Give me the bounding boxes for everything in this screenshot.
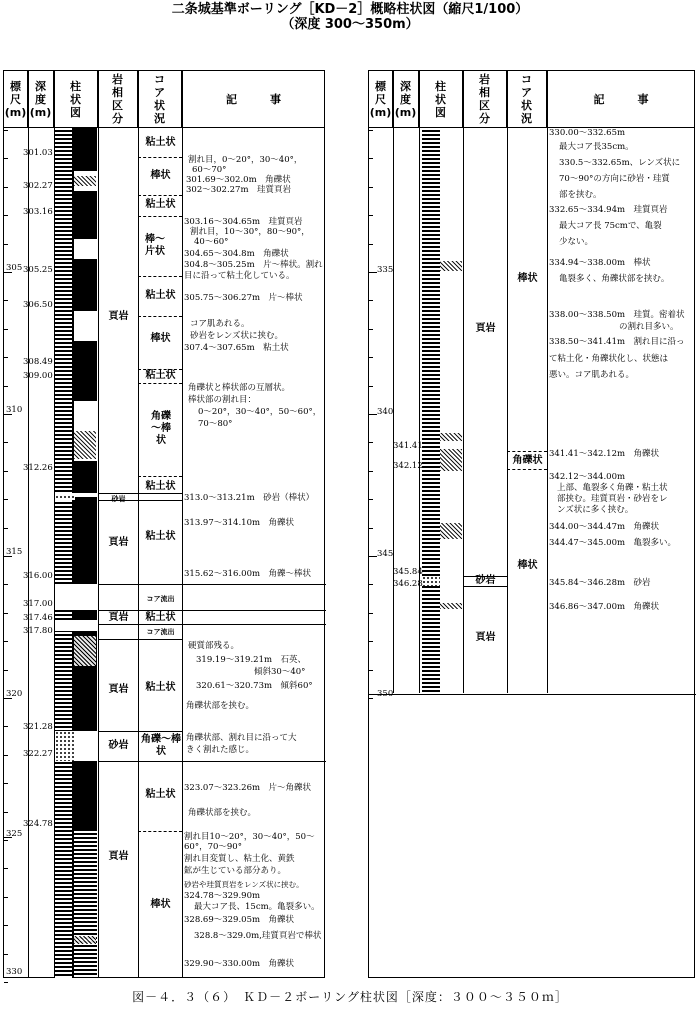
facies-label: 砂岩	[108, 740, 129, 751]
depth-label: 301.03	[23, 148, 53, 158]
note-line: 少ない。	[559, 237, 594, 247]
column-stripes-a	[55, 128, 72, 978]
note-line: 344.47～345.00m 亀裂多い。	[549, 538, 677, 548]
scale-minor-tick	[369, 158, 373, 159]
scale-minor-tick	[369, 698, 373, 699]
scale-minor-tick	[369, 528, 373, 529]
note-line: 338.50～341.41m 割れ目に沿っ	[549, 337, 685, 347]
scale-305: 305	[6, 263, 23, 273]
core-label: 角礫～棒状	[151, 411, 171, 446]
header-facies: 岩 相 区 分	[98, 71, 138, 127]
scale-minor-tick	[369, 670, 373, 671]
note-line: て粘土化・角礫状化し、状態は	[549, 354, 669, 364]
note-line: 割れ目，0～20°，30～40°，	[188, 155, 303, 165]
header-scale: 標 尺 (m)	[369, 71, 393, 127]
scale-minor-tick	[369, 471, 373, 472]
core-label: 棒状	[150, 170, 171, 181]
figure-title	[0, 2, 700, 32]
scale-minor-tick	[4, 130, 8, 131]
note-line: 330.5～332.65m、レンズ状に	[559, 158, 681, 168]
note-line: 部挟む。珪質頁岩・砂岩をレ	[557, 494, 668, 504]
scale-minor-tick	[369, 414, 373, 415]
note-line: 338.00～338.50m 珪質。密着状	[549, 310, 685, 320]
facies-label: 頁岩	[108, 851, 129, 862]
scale-minor-tick	[4, 528, 8, 529]
note-line: 角礫状部を挟む。	[186, 701, 255, 711]
scale-310: 310	[6, 405, 23, 415]
scale-335: 335	[377, 265, 394, 275]
scale-minor-tick	[4, 868, 8, 869]
scale-minor-tick	[4, 272, 8, 273]
note-line: 313.0～313.21m 砂岩（棒状）	[184, 493, 315, 503]
scale-minor-tick	[4, 187, 8, 188]
note-line: 亀裂多く、角礫状部を挟む。	[559, 274, 670, 284]
note-line: 目に沿って粘土化している。	[184, 271, 295, 281]
note-line: 323.07～323.26m 片～角礫状	[184, 783, 312, 793]
note-line: 砂岩や珪質頁岩をレンズ状に挟む。	[184, 880, 304, 889]
note-line: 332.65～334.94m 珪質頁岩	[549, 205, 668, 215]
scale-minor-tick	[4, 386, 8, 387]
scale-minor-tick	[369, 442, 373, 443]
facies-label: 頁岩	[108, 684, 129, 695]
depth-label: 305.25	[23, 265, 53, 275]
note-line: 割れ目10～20°，30～40°，50～	[184, 832, 315, 842]
scale-minor-tick	[4, 698, 8, 699]
scale-minor-tick	[4, 329, 8, 330]
scale-minor-tick	[369, 499, 373, 500]
note-line: 部を挟む。	[559, 190, 602, 200]
scale-minor-tick	[4, 840, 8, 841]
scale-minor-tick	[369, 357, 373, 358]
scale-minor-tick	[4, 499, 8, 500]
note-line: 305.75～306.27m 片～棒状	[184, 293, 303, 303]
scale-minor-tick	[369, 556, 373, 557]
scale-325: 325	[6, 829, 23, 839]
note-line: 最大コア長35cm。	[559, 142, 634, 152]
depth-label: 317.00	[23, 599, 53, 609]
scale-minor-tick	[369, 641, 373, 642]
header-scale: 標 尺 (m)	[4, 71, 28, 127]
note-line: 328.8～329.0m,珪質頁岩で棒状	[194, 931, 322, 941]
depth-label: 306.50	[23, 300, 53, 310]
title-line-2: （深度 300～350m）	[281, 17, 419, 32]
scale-minor-tick	[4, 471, 8, 472]
figure-caption: 図－４．３（６） ＫＤ－２ボーリング柱状図［深度：３００～３５０ｍ］	[132, 990, 568, 1004]
note-line: 棒状部の割れ目：	[188, 395, 257, 405]
scale-minor-tick	[4, 726, 8, 727]
note-line: 角礫状部を挟む。	[188, 808, 257, 818]
facies-label: 頁岩	[108, 612, 129, 623]
scale-minor-tick	[369, 329, 373, 330]
note-line: 328.69～329.05m 角礫状	[184, 915, 295, 925]
scale-320: 320	[6, 689, 23, 699]
scale-minor-tick	[369, 584, 373, 585]
depth-label: 302.27	[23, 181, 53, 191]
sandstone-pattern	[422, 576, 440, 586]
header-facies: 岩 相 区 分	[463, 71, 507, 127]
scale-minor-tick	[4, 641, 8, 642]
note-line: 303.16～304.65m 珪質頁岩	[184, 217, 303, 227]
scale-315: 315	[6, 547, 23, 557]
scale-minor-tick	[4, 755, 8, 756]
scale-minor-tick	[4, 584, 8, 585]
header-notes: 記 事	[593, 92, 649, 106]
scale-minor-tick	[369, 187, 373, 188]
header-column: 柱 状 図	[419, 71, 463, 127]
core-label: 棒状	[150, 333, 171, 344]
note-line: 角礫状部、割れ目に沿って大	[186, 733, 297, 743]
note-line: 320.61～320.73m 傾斜60°	[196, 681, 313, 691]
scale-minor-tick	[369, 272, 373, 273]
header-depth: 深 度 (m)	[28, 71, 54, 127]
note-line: コア肌あれる。	[190, 319, 250, 329]
depth-label: 345.84	[393, 567, 423, 577]
header-depth: 深 度 (m)	[393, 71, 419, 127]
note-line: 307.4～307.65m 粘土状	[184, 343, 289, 353]
title-line-1: 二条城基準ボーリング［KD－2］概略柱状図（縮尺1/100）	[171, 2, 529, 17]
scale-minor-tick	[4, 954, 8, 955]
facies-label: 頁岩	[475, 323, 496, 334]
note-line: 342.12～344.00m	[549, 472, 626, 482]
note-line: 304.65～304.8m 角礫状	[184, 249, 289, 259]
note-line: 傾斜30～40°	[254, 667, 306, 677]
note-line: 324.78～329.90m	[184, 891, 261, 901]
depth-label: 341.41	[393, 441, 423, 451]
facies-label: 頁岩	[475, 632, 496, 643]
depth-label: 346.28	[393, 579, 423, 589]
note-line: 70～90°の方向に砂岩・珪質	[559, 174, 670, 184]
scale-minor-tick	[4, 925, 8, 926]
core-label: 粘土状	[145, 612, 176, 623]
core-label: コア流出	[146, 628, 175, 636]
note-line: 319.19～319.21m 石英、	[196, 655, 307, 665]
note-line: 70～80°	[198, 419, 233, 429]
scale-minor-tick	[4, 158, 8, 159]
scale-minor-tick	[369, 300, 373, 301]
header-core: コ ア 状 況	[138, 71, 182, 127]
depth-label: 321.28	[23, 722, 53, 732]
note-line: 最大コア長、15cm。亀裂多い。	[194, 902, 320, 912]
note-line: 鉱が生じている部分あり。	[184, 866, 287, 876]
core-loss-gap	[55, 584, 97, 610]
note-line: 40～60°	[194, 237, 229, 247]
note-line: 334.94～338.00m 棒状	[549, 258, 651, 268]
note-line: 304.8～305.25m 片～棒状。割れ	[184, 260, 323, 270]
core-label: 粘土状	[145, 290, 176, 301]
scale-minor-tick	[369, 130, 373, 131]
depth-label: 317.80	[23, 626, 53, 636]
note-line: 悪い。コア肌あれる。	[549, 370, 635, 380]
header-column: 柱 状 図	[54, 71, 98, 127]
note-line: 割れ目，10～30°，80～90°，	[190, 227, 310, 237]
scale-minor-tick	[4, 982, 8, 983]
scale-minor-tick	[369, 613, 373, 614]
facies-label: 砂岩	[475, 575, 496, 586]
scale-minor-tick	[4, 414, 8, 415]
scale-minor-tick	[4, 613, 8, 614]
scale-minor-tick	[4, 556, 8, 557]
depth-label: 308.49	[23, 357, 53, 367]
core-label: 粘土状	[145, 682, 176, 693]
scale-minor-tick	[4, 244, 8, 245]
depth-label: 309.00	[23, 371, 53, 381]
scale-minor-tick	[4, 215, 8, 216]
note-line: 330.00～332.65m	[549, 128, 626, 138]
depth-label: 312.26	[23, 463, 53, 473]
core-label: 棒状	[517, 273, 538, 284]
sandstone-pattern-2	[55, 731, 75, 761]
note-line: 角礫状と棒状部の互層状。	[188, 383, 291, 393]
core-label: 粘土状	[145, 789, 176, 800]
note-line: 344.00～344.47m 角礫状	[549, 522, 660, 532]
depth-label: 303.16	[23, 207, 53, 217]
core-loss-gap-2	[55, 620, 97, 631]
facies-label: 頁岩	[108, 311, 129, 322]
core-label: 棒状	[150, 899, 171, 910]
facies-label: 砂岩	[111, 495, 126, 503]
core-label: 棒～片状	[145, 234, 165, 257]
core-label: 棒状	[517, 560, 538, 571]
note-line: 329.90～330.00m 角礫状	[184, 959, 295, 969]
note-line: 60°，70～90°	[184, 842, 242, 852]
core-label: 粘土状	[145, 137, 176, 148]
note-line: 砂岩をレンズ状に挟む。	[190, 331, 284, 341]
depth-label: 322.27	[23, 749, 53, 759]
note-line: 0～20°，30～40°，50～60°，	[198, 407, 322, 417]
scale-minor-tick	[4, 357, 8, 358]
scale-350: 350	[377, 689, 394, 699]
scale-330: 330	[6, 967, 23, 977]
scale-minor-tick	[4, 300, 8, 301]
core-label: 粘土状	[145, 370, 176, 381]
note-line: 最大コア長 75cmで、亀裂	[559, 221, 662, 231]
scale-minor-tick	[4, 442, 8, 443]
depth-label: 342.12	[393, 461, 423, 471]
header-core: コ ア 状 況	[507, 71, 547, 127]
note-line: の割れ目多い。	[619, 322, 679, 332]
depth-label: 316.00	[23, 571, 53, 581]
note-line: ンズ状に多く挟む。	[557, 505, 634, 515]
scale-minor-tick	[4, 812, 8, 813]
note-line: 346.86～347.00m 角礫状	[549, 602, 660, 612]
core-label: 粘土状	[145, 199, 176, 210]
scale-minor-tick	[4, 897, 8, 898]
header-notes: 記 事	[226, 92, 281, 106]
core-label: 角礫～棒状	[141, 734, 181, 757]
scale-345: 345	[377, 549, 394, 559]
note-line: 345.84～346.28m 砂岩	[549, 578, 651, 588]
core-label: 粘土状	[145, 481, 176, 492]
scale-minor-tick	[4, 783, 8, 784]
depth-label: 324.78	[23, 819, 53, 829]
note-line: 315.62～316.00m 角礫～棒状	[184, 569, 312, 579]
scale-minor-tick	[369, 244, 373, 245]
note-line: 硬質部残る。	[188, 641, 240, 651]
note-line: 313.97～314.10m 角礫状	[184, 518, 295, 528]
scale-340: 340	[377, 407, 394, 417]
core-label: 角礫状	[512, 455, 543, 466]
note-line: 302～302.27m 珪質頁岩	[186, 185, 292, 195]
sandstone-pattern	[55, 495, 75, 500]
scale-minor-tick	[4, 670, 8, 671]
note-line: 割れ目変質し、粘土化、黄鉄	[184, 854, 295, 864]
core-label: コア流出	[146, 595, 175, 603]
note-line: きく割れた感じ。	[186, 745, 255, 755]
column-stripes	[422, 128, 440, 694]
note-line: 上部、亀裂多く角礫・粘土状	[557, 483, 668, 493]
depth-label: 317.46	[23, 613, 53, 623]
right-log-panel	[368, 70, 695, 978]
scale-minor-tick	[369, 386, 373, 387]
note-line: 341.41～342.12m 角礫状	[549, 449, 660, 459]
facies-label: 頁岩	[108, 537, 129, 548]
note-line: 301.69～302.0m 角礫状	[186, 175, 291, 185]
core-label: 粘土状	[145, 531, 176, 542]
note-line: 60～70°	[192, 165, 227, 175]
scale-minor-tick	[369, 215, 373, 216]
left-log-panel	[3, 70, 325, 978]
